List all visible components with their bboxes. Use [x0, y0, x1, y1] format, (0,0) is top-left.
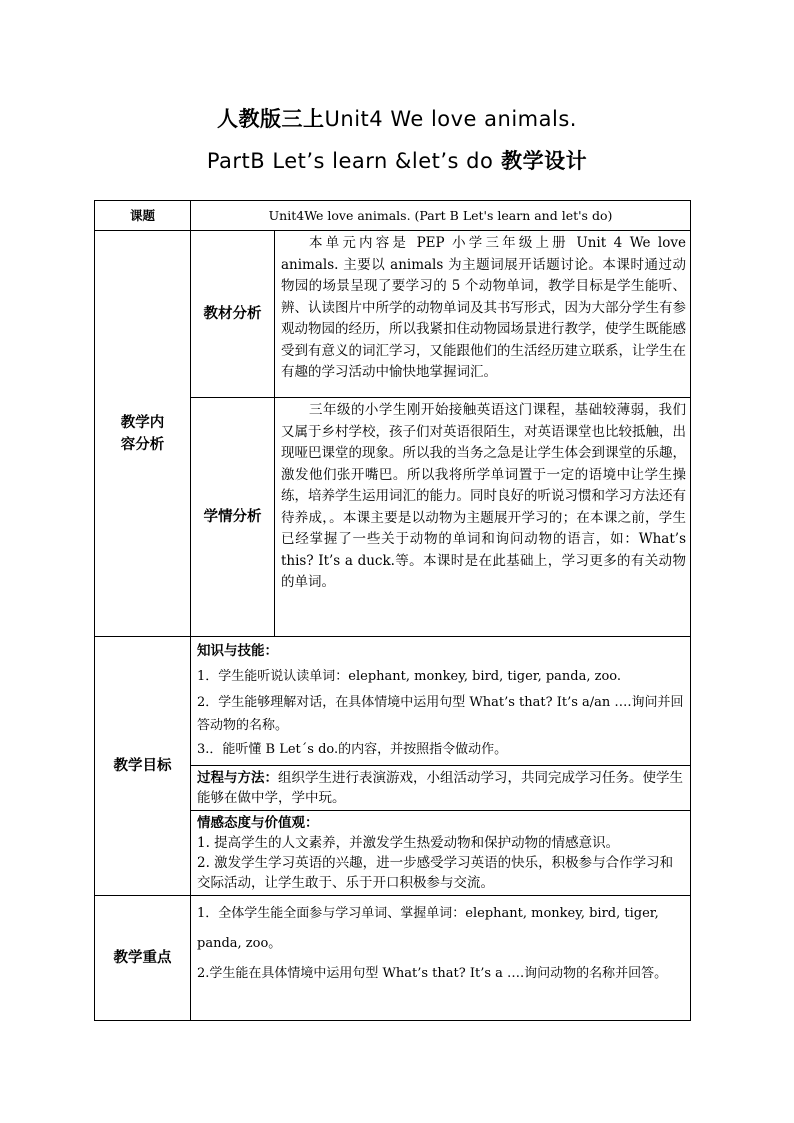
knowledge-row — [95, 637, 691, 766]
content-analysis-label-text: 教学内容分析 — [120, 414, 165, 453]
process-heading: 过程与方法： — [197, 770, 278, 786]
process-cell — [191, 766, 691, 811]
knowledge-cell — [191, 637, 691, 766]
content-analysis-label — [95, 231, 191, 637]
knowledge-item: 3.．能听懂 B Let´s do.的内容，并按照指令做动作。 — [197, 742, 508, 757]
keypoints-label: 教学重点 — [95, 896, 191, 1021]
keypoints-cell — [191, 896, 691, 1021]
topic-value: Unit4We love animals. (Part B Let's learn and let's do) — [191, 201, 691, 231]
lesson-plan-table — [94, 200, 691, 1021]
title-line1-cn: 人教版三上 — [217, 107, 325, 131]
knowledge-heading: 知识与技能： — [197, 643, 278, 659]
keypoints-item: 2.学生能在具体情境中运用句型 What’s that? It’s a ….询问动物的名称并回答。 — [197, 966, 668, 981]
learner-analysis-text: 三年级的小学生刚开始接触英语这门课程，基础较薄弱，我们又属于乡村学校，孩子们对英语很陌生，对英语课堂也比较抵触，出现哑巴课堂的现象。所以我的当务之急是让学生体会到课堂的乐趣，激发他们张开嘴巴。所以我将所学单词置于一定的语境中让学生操练，培养学生运用词汇的能力。同时良好的听说习惯和学习方法还有待养成，。本课主要是以动物为主题展开学习的；在本课之前，学生已经掌握了一些关于动物的单词和询问动物的语言，如：What’s this? It’s a duck.等。本课时是在此基础上，学习更多的有关动物的单词。 — [281, 402, 686, 590]
attitude-heading: 情感态度与价值观： — [197, 815, 319, 831]
attitude-item: 1. 提高学生的人文素养，并激发学生热爱动物和保护动物的情感意识。 — [197, 835, 620, 851]
learner-analysis-cell — [275, 398, 691, 637]
textbook-analysis-text: 本单元内容是 PEP 小学三年级上册 Unit 4 We love animals. 主要以 animals 为主题词展开话题讨论。本课时通过动物园的场景呈现了要学习的 5 个动物单词，教学目标是学生能听、辨、认读图片中所学的动物单词及其书写形式，因为大部分学生有参观动物园的经历，所以我紧扣住动物园场景进行教学，使学生既能感受到有意义的词汇学习，又能跟他们的生活经历建立联系，让学生在有趣的学习活动中愉快地掌握词汇。 — [281, 235, 686, 380]
textbook-analysis-label: 教材分析 — [191, 231, 275, 398]
document-title-line-1 — [0, 103, 794, 133]
keypoints-row — [95, 896, 691, 1021]
objectives-label: 教学目标 — [95, 637, 191, 896]
knowledge-item: 2．学生能够理解对话，在具体情境中运用句型 What’s that? It’s a/an ….询问并回答动物的名称。 — [197, 695, 684, 733]
attitude-item: 2. 激发学生学习英语的兴趣，进一步感受学习英语的快乐，积极参与合作学习和交际活动，让学生敢于、乐于开口积极参与交流。 — [197, 855, 674, 891]
textbook-analysis-cell — [275, 231, 691, 398]
keypoints-item: 1．全体学生能全面参与学习单词、掌握单词：elephant, monkey, bird, tiger, panda, zoo。 — [197, 906, 659, 951]
learner-analysis-label: 学情分析 — [191, 398, 275, 637]
textbook-analysis-row — [95, 231, 691, 398]
title-line2-cn: 教学设计 — [501, 149, 588, 173]
document-title-line-2 — [0, 145, 794, 175]
process-text: 组织学生进行表演游戏，小组活动学习，共同完成学习任务。使学生能够在做中学，学中玩。 — [197, 770, 683, 806]
title-line1-en: Unit4 We love animals. — [324, 107, 577, 131]
knowledge-item: 1．学生能听说认读单词：elephant, monkey, bird, tiger, panda, zoo. — [197, 669, 622, 684]
attitude-cell — [191, 811, 691, 896]
topic-row — [95, 201, 691, 231]
title-line2-en: PartB Let’s learn &let’s do — [206, 149, 494, 173]
topic-label: 课题 — [95, 201, 191, 231]
